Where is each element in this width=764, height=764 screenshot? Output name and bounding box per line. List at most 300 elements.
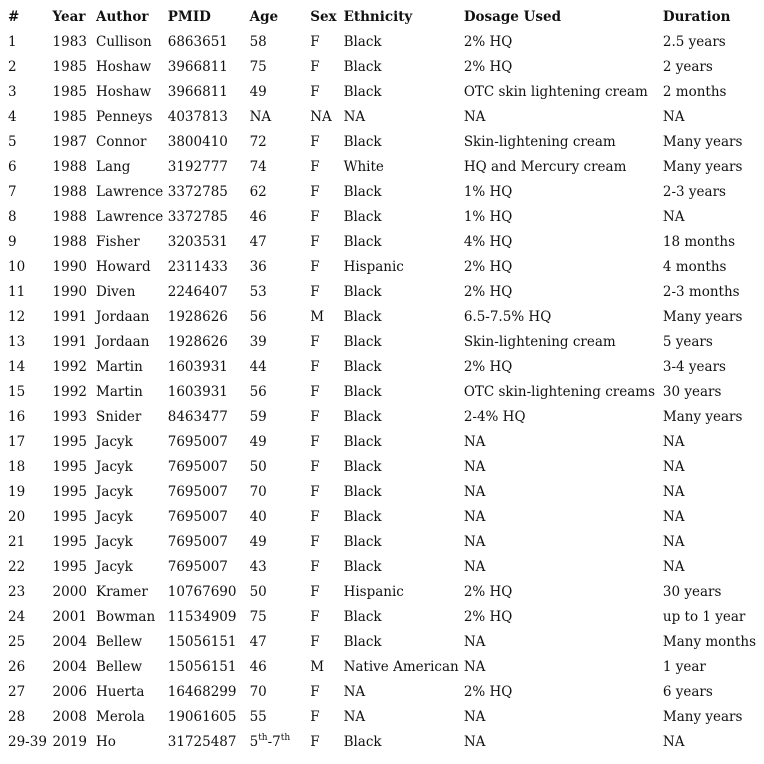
cell-age: 49: [249, 534, 267, 550]
cell-dosage: HQ and Mercury cream: [463, 159, 627, 175]
cell-year: 1990: [52, 284, 87, 300]
cell-age: 62: [249, 184, 267, 200]
cell-number: 11: [8, 284, 26, 300]
cell-pmid: 7695007: [167, 509, 228, 525]
cell-year: 1992: [52, 384, 87, 400]
table-row: [0, 680, 764, 705]
header-number: #: [8, 9, 20, 25]
cell-ethnicity: Black: [343, 184, 382, 200]
cell-dosage: NA: [463, 709, 486, 725]
cell-duration: 4 months: [662, 259, 727, 275]
cell-ethnicity: Black: [343, 484, 382, 500]
cell-sex: F: [310, 209, 320, 225]
cell-duration: 2-3 months: [662, 284, 740, 300]
cell-dosage: NA: [463, 484, 486, 500]
cell-author: Hoshaw: [96, 59, 152, 75]
table-row: [0, 655, 764, 680]
cell-dosage: 6.5-7.5% HQ: [463, 309, 552, 325]
cell-sex: F: [310, 334, 320, 350]
cell-author: Martin: [96, 384, 143, 400]
cell-sex: M: [310, 309, 325, 325]
cell-sex: F: [310, 134, 320, 150]
cell-ethnicity: NA: [343, 109, 366, 125]
table-row: [0, 555, 764, 580]
cell-author: Jacyk: [96, 509, 133, 525]
cell-age: 50: [249, 459, 267, 475]
cell-dosage: NA: [463, 559, 486, 575]
cell-author: Jacyk: [96, 534, 133, 550]
cell-year: 1991: [52, 309, 87, 325]
cell-sex: F: [310, 734, 320, 750]
cell-year: 1988: [52, 159, 87, 175]
cell-year: 1995: [52, 559, 87, 575]
cell-dosage: NA: [463, 459, 486, 475]
cell-author: Merola: [96, 709, 145, 725]
cell-sex: F: [310, 434, 320, 450]
cell-sex: F: [310, 584, 320, 600]
cell-ethnicity: Black: [343, 734, 382, 750]
table-row: [0, 705, 764, 730]
cell-age: 46: [249, 209, 267, 225]
cell-sex: F: [310, 259, 320, 275]
cell-pmid: 19061605: [167, 709, 237, 725]
cell-sex: F: [310, 534, 320, 550]
cell-dosage: 2% HQ: [463, 284, 513, 300]
table-row: [0, 430, 764, 455]
cell-number: 20: [8, 509, 26, 525]
header-duration: Duration: [662, 9, 731, 25]
cell-number: 15: [8, 384, 26, 400]
cell-pmid: 7695007: [167, 434, 228, 450]
age-from: 5: [249, 734, 259, 750]
cell-number: 4: [8, 109, 17, 125]
age-to: 7: [272, 734, 281, 750]
cell-age: 74: [249, 159, 267, 175]
cell-duration: 2 months: [662, 84, 727, 100]
cell-age: 43: [249, 559, 267, 575]
cell-author: Jacyk: [96, 434, 133, 450]
cell-age: 70: [249, 684, 267, 700]
cell-year: 1985: [52, 109, 87, 125]
cell-pmid: 15056151: [167, 659, 237, 675]
cell-age: 56: [249, 309, 267, 325]
cell-age: 59: [249, 409, 267, 425]
cell-number: 16: [8, 409, 26, 425]
cell-number: 26: [8, 659, 26, 675]
cell-year: 1988: [52, 234, 87, 250]
cell-dosage: 4% HQ: [463, 234, 513, 250]
cell-ethnicity: Black: [343, 359, 382, 375]
cell-pmid: 8463477: [167, 409, 228, 425]
cell-sex: F: [310, 459, 320, 475]
cell-author: Bowman: [96, 609, 156, 625]
table-row: [0, 505, 764, 530]
table-row: [0, 255, 764, 280]
cell-author: Lang: [96, 159, 131, 175]
cell-pmid: 7695007: [167, 534, 228, 550]
cell-number: 24: [8, 609, 26, 625]
cell-duration: 2.5 years: [662, 34, 726, 50]
cell-number: 21: [8, 534, 26, 550]
cell-duration: 1 year: [662, 659, 706, 675]
cell-pmid: 7695007: [167, 459, 228, 475]
header-author: Author: [96, 9, 149, 25]
cell-author: Jacyk: [96, 459, 133, 475]
cell-sex: NA: [310, 109, 332, 125]
cell-number: 10: [8, 259, 26, 275]
cell-author: Lawrence: [96, 209, 164, 225]
cell-sex: F: [310, 409, 320, 425]
cell-duration: Many years: [662, 409, 743, 425]
cell-sex: F: [310, 484, 320, 500]
cell-sex: F: [310, 159, 320, 175]
cell-duration: 6 years: [662, 684, 713, 700]
cell-author: Cullison: [96, 34, 152, 50]
cell-ethnicity: White: [343, 159, 384, 175]
cell-author: Hoshaw: [96, 84, 152, 100]
cell-year: 1995: [52, 434, 87, 450]
cell-duration: up to 1 year: [662, 609, 746, 625]
cell-dosage: NA: [463, 659, 486, 675]
cell-year: 1988: [52, 184, 87, 200]
cell-duration: Many years: [662, 159, 743, 175]
cell-dosage: 2% HQ: [463, 609, 513, 625]
cell-duration: Many months: [662, 634, 757, 650]
cell-ethnicity: Black: [343, 609, 382, 625]
cell-age: 36: [249, 259, 267, 275]
cell-author: Kramer: [96, 584, 148, 600]
cell-number: 19: [8, 484, 26, 500]
cell-year: 1985: [52, 59, 87, 75]
cell-dosage: 2% HQ: [463, 259, 513, 275]
table-row: [0, 80, 764, 105]
cell-dosage: NA: [463, 534, 486, 550]
table-row: [0, 530, 764, 555]
cell-number: 5: [8, 134, 17, 150]
cell-duration: NA: [662, 459, 685, 475]
cell-author: Bellew: [96, 634, 143, 650]
table-row: [0, 330, 764, 355]
table-row: [0, 630, 764, 655]
cell-year: 1995: [52, 484, 87, 500]
header-year: Year: [52, 9, 86, 25]
cell-sex: F: [310, 709, 320, 725]
cell-year: 1992: [52, 359, 87, 375]
cell-year: 1985: [52, 84, 87, 100]
cell-number: 14: [8, 359, 26, 375]
cell-number: 8: [8, 209, 17, 225]
cell-sex: F: [310, 634, 320, 650]
cell-year: 2004: [52, 634, 87, 650]
table-row: [0, 105, 764, 130]
cell-sex: F: [310, 609, 320, 625]
table-row: [0, 230, 764, 255]
cell-sex: F: [310, 59, 320, 75]
cell-age: 58: [249, 34, 267, 50]
cell-author: Ho: [96, 734, 116, 750]
cell-age: 53: [249, 284, 267, 300]
cell-ethnicity: Hispanic: [343, 584, 404, 600]
cell-number: 7: [8, 184, 17, 200]
cell-year: 1990: [52, 259, 87, 275]
cell-author: Jordaan: [96, 309, 150, 325]
table-row: [0, 580, 764, 605]
table-row: [0, 455, 764, 480]
table-row: [0, 280, 764, 305]
cell-sex: F: [310, 684, 320, 700]
cell-sex: F: [310, 284, 320, 300]
cell-age: [250, 730, 311, 755]
cell-duration: NA: [662, 434, 685, 450]
case-table: [0, 5, 764, 755]
table-row: [0, 605, 764, 630]
cell-pmid: 1603931: [167, 384, 228, 400]
table-row: [0, 130, 764, 155]
cell-ethnicity: Black: [343, 509, 382, 525]
cell-dosage: 2% HQ: [463, 34, 513, 50]
cell-year: 1991: [52, 334, 87, 350]
table-row: [0, 480, 764, 505]
cell-author: Bellew: [96, 659, 143, 675]
cell-age: 39: [249, 334, 267, 350]
cell-author: Jordaan: [96, 334, 150, 350]
cell-dosage: NA: [463, 634, 486, 650]
cell-year: 1983: [52, 34, 87, 50]
cell-age: 49: [249, 84, 267, 100]
cell-dosage: 2% HQ: [463, 359, 513, 375]
cell-year: 1993: [52, 409, 87, 425]
cell-year: 2019: [52, 734, 87, 750]
table-row: [0, 305, 764, 330]
cell-sex: F: [310, 34, 320, 50]
cell-duration: NA: [662, 559, 685, 575]
cell-age: 70: [249, 484, 267, 500]
cell-author: Huerta: [96, 684, 145, 700]
cell-pmid: 1928626: [167, 309, 228, 325]
table-row: [0, 355, 764, 380]
cell-duration: 2-3 years: [662, 184, 726, 200]
cell-year: 2006: [52, 684, 87, 700]
cell-author: Connor: [96, 134, 147, 150]
header-pmid: PMID: [167, 9, 211, 25]
cell-ethnicity: Black: [343, 134, 382, 150]
cell-age: 72: [249, 134, 267, 150]
cell-dosage: NA: [463, 434, 486, 450]
cell-pmid: 16468299: [167, 684, 237, 700]
cell-age: 47: [249, 234, 267, 250]
cell-dosage: NA: [463, 109, 486, 125]
cell-age: 47: [249, 634, 267, 650]
cell-pmid: 3966811: [167, 59, 228, 75]
cell-number: 22: [8, 559, 26, 575]
cell-sex: F: [310, 234, 320, 250]
cell-duration: NA: [662, 209, 685, 225]
cell-pmid: 1603931: [167, 359, 228, 375]
cell-year: 1987: [52, 134, 87, 150]
cell-pmid: 10767690: [167, 584, 237, 600]
cell-ethnicity: Black: [343, 459, 382, 475]
cell-ethnicity: NA: [343, 709, 366, 725]
cell-pmid: 1928626: [167, 334, 228, 350]
cell-ethnicity: Black: [343, 309, 382, 325]
cell-dosage: OTC skin-lightening creams: [463, 384, 655, 400]
cell-number: 1: [8, 34, 17, 50]
table-row: [0, 405, 764, 430]
cell-duration: 3-4 years: [662, 359, 726, 375]
cell-sex: F: [310, 384, 320, 400]
cell-number: 6: [8, 159, 17, 175]
cell-number: 25: [8, 634, 26, 650]
cell-number: 23: [8, 584, 26, 600]
cell-age: 50: [249, 584, 267, 600]
cell-year: 1988: [52, 209, 87, 225]
cell-age: 75: [249, 59, 267, 75]
cell-number: 17: [8, 434, 26, 450]
cell-pmid: 3372785: [167, 184, 228, 200]
cell-ethnicity: Black: [343, 284, 382, 300]
cell-pmid: 6863651: [167, 34, 228, 50]
cell-dosage: 1% HQ: [463, 184, 513, 200]
table-row: [0, 380, 764, 405]
cell-dosage: Skin-lightening cream: [463, 134, 616, 150]
cell-pmid: 3800410: [167, 134, 228, 150]
cell-duration: Many years: [662, 709, 743, 725]
cell-year: 1995: [52, 459, 87, 475]
cell-pmid: 2246407: [167, 284, 228, 300]
cell-ethnicity: Black: [343, 409, 382, 425]
table-row: [0, 55, 764, 80]
cell-year: 2000: [52, 584, 87, 600]
cell-ethnicity: Black: [343, 34, 382, 50]
table-row: [0, 730, 764, 755]
cell-dosage: 1% HQ: [463, 209, 513, 225]
cell-dosage: OTC skin lightening cream: [463, 84, 648, 100]
cell-author: Howard: [96, 259, 151, 275]
cell-ethnicity: Hispanic: [343, 259, 404, 275]
cell-dosage: 2% HQ: [463, 684, 513, 700]
cell-year: 2008: [52, 709, 87, 725]
cell-ethnicity: Black: [343, 384, 382, 400]
cell-ethnicity: Black: [343, 234, 382, 250]
cell-dosage: Skin-lightening cream: [463, 334, 616, 350]
cell-pmid: 3372785: [167, 209, 228, 225]
cell-dosage: 2-4% HQ: [463, 409, 526, 425]
cell-dosage: NA: [463, 734, 486, 750]
cell-year: 1995: [52, 509, 87, 525]
cell-ethnicity: Black: [343, 209, 382, 225]
cell-sex: F: [310, 84, 320, 100]
cell-number: 28: [8, 709, 26, 725]
cell-pmid: 3966811: [167, 84, 228, 100]
cell-ethnicity: Black: [343, 559, 382, 575]
cell-number: 29-39: [8, 734, 47, 750]
cell-pmid: 4037813: [167, 109, 228, 125]
cell-age: 40: [249, 509, 267, 525]
cell-author: Jacyk: [96, 484, 133, 500]
header-row: [0, 5, 764, 30]
cell-ethnicity: Black: [343, 534, 382, 550]
cell-author: Lawrence: [96, 184, 164, 200]
cell-number: 2: [8, 59, 17, 75]
header-sex: Sex: [310, 9, 337, 25]
cell-pmid: 7695007: [167, 559, 228, 575]
cell-author: Martin: [96, 359, 143, 375]
table-row: [0, 180, 764, 205]
cell-ethnicity: Black: [343, 334, 382, 350]
cell-age: 75: [249, 609, 267, 625]
cell-sex: F: [310, 359, 320, 375]
cell-pmid: 3192777: [167, 159, 228, 175]
cell-sex: M: [310, 659, 325, 675]
header-age: Age: [249, 9, 279, 25]
cell-author: Penneys: [96, 109, 153, 125]
cell-duration: 18 months: [662, 234, 736, 250]
cell-pmid: 2311433: [167, 259, 228, 275]
cell-age: 44: [249, 359, 267, 375]
cell-pmid: 3203531: [167, 234, 228, 250]
cell-ethnicity: Black: [343, 634, 382, 650]
table-row: [0, 30, 764, 55]
cell-ethnicity: NA: [343, 684, 366, 700]
cell-dosage: NA: [463, 509, 486, 525]
cell-number: 9: [8, 234, 17, 250]
cell-ethnicity: Native American: [343, 659, 459, 675]
cell-year: 2001: [52, 609, 87, 625]
cell-age: 46: [249, 659, 267, 675]
cell-age: 56: [249, 384, 267, 400]
cell-author: Jacyk: [96, 559, 133, 575]
cell-dosage: 2% HQ: [463, 584, 513, 600]
cell-ethnicity: Black: [343, 59, 382, 75]
cell-sex: F: [310, 509, 320, 525]
cell-pmid: 11534909: [167, 609, 237, 625]
cell-duration: Many years: [662, 134, 743, 150]
cell-ethnicity: Black: [343, 434, 382, 450]
cell-sex: F: [310, 184, 320, 200]
cell-age: 49: [249, 434, 267, 450]
cell-duration: NA: [662, 534, 685, 550]
cell-year: 2004: [52, 659, 87, 675]
cell-author: Diven: [96, 284, 136, 300]
header-ethnicity: Ethnicity: [343, 9, 413, 25]
cell-age: NA: [249, 109, 272, 125]
header-dosage: Dosage Used: [463, 9, 562, 25]
cell-author: Fisher: [96, 234, 140, 250]
cell-pmid: 31725487: [167, 734, 237, 750]
cell-ethnicity: Black: [343, 84, 382, 100]
cell-age: 55: [249, 709, 267, 725]
age-to-suffix: th: [280, 732, 291, 743]
cell-author: Snider: [96, 409, 142, 425]
age-from-suffix: th: [258, 732, 268, 743]
cell-duration: 30 years: [662, 384, 722, 400]
cell-number: 27: [8, 684, 26, 700]
table-row: [0, 155, 764, 180]
cell-year: 1995: [52, 534, 87, 550]
cell-pmid: 15056151: [167, 634, 237, 650]
cell-number: 3: [8, 84, 17, 100]
table-row: [0, 205, 764, 230]
cell-duration: Many years: [662, 309, 743, 325]
cell-sex: F: [310, 559, 320, 575]
table-body: [0, 30, 764, 755]
cell-duration: NA: [662, 109, 685, 125]
age-sep: -: [267, 734, 273, 750]
cell-duration: NA: [662, 734, 685, 750]
cell-duration: NA: [662, 509, 685, 525]
cell-duration: 5 years: [662, 334, 713, 350]
cell-duration: 30 years: [662, 584, 722, 600]
